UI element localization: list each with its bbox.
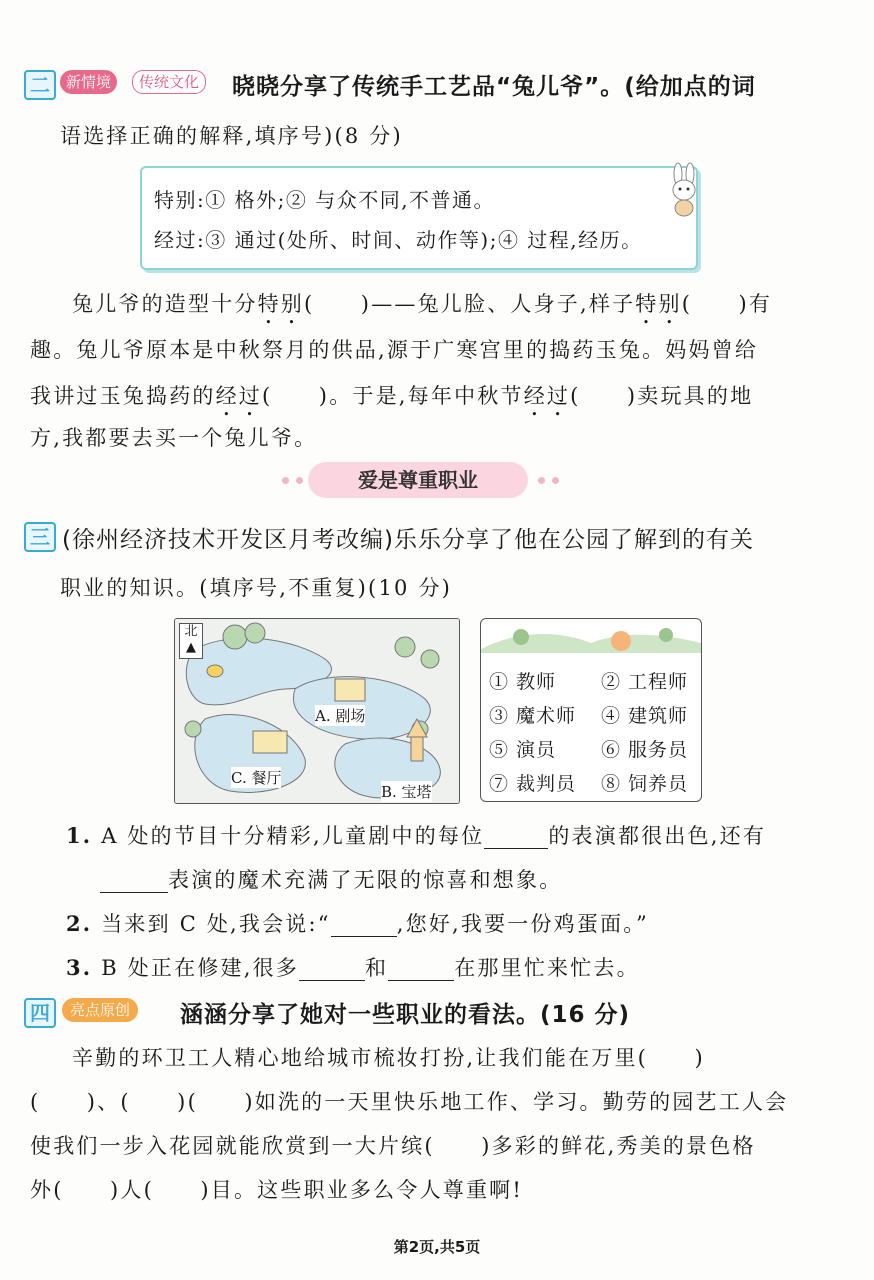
- north-indicator: [179, 623, 203, 659]
- item-text: 表演的魔术充满了无限的惊喜和想象。: [168, 868, 563, 892]
- rabbit-icon: [664, 162, 704, 218]
- answer-blank[interactable]: [484, 824, 548, 849]
- item-text: A 处的节目十分精彩,儿童剧中的每位: [101, 824, 485, 848]
- q4-passage-line-2: ( )、( )( )如洗的一天里快乐地工作、学习。勤劳的园艺工人会: [30, 1090, 789, 1114]
- q3-title-cont: 职业的知识。(填序号,不重复)(10 分): [60, 576, 453, 600]
- item-text: B 处正在修建,很多: [101, 956, 300, 980]
- item-text: 在那里忙来忙去。: [454, 956, 640, 980]
- q4-title: 涵涵分享了她对一些职业的看法。(16 分): [180, 1002, 631, 1028]
- definition-tebie: 特别:① 格外;② 与众不同,不普通。: [154, 188, 496, 212]
- item-text: 当来到 C 处,我会说:“: [101, 912, 331, 936]
- park-map: [174, 618, 460, 804]
- q3-item-3: [66, 952, 640, 982]
- job-option: ④ 建筑师: [601, 705, 689, 727]
- job-option: ③ 魔术师: [489, 705, 577, 727]
- q2-title: 晓晓分享了传统手工艺品“兔儿爷”。(给加点的词: [232, 74, 756, 100]
- north-label: 北: [184, 624, 198, 639]
- jobs-list: [480, 618, 702, 802]
- item-text: ,您好,我要一份鸡蛋面。”: [396, 912, 649, 936]
- job-option: ⑧ 饲养员: [601, 773, 689, 795]
- decoration-dot: [296, 477, 303, 484]
- item-number: 2.: [66, 911, 93, 936]
- q2-title-cont: 语选择正确的解释,填序号)(8 分): [60, 124, 403, 148]
- q4-passage-line-1: 辛勤的环卫工人精心地给城市梳妆打扮,让我们能在万里( ): [72, 1046, 705, 1070]
- q2-passage-line-4: 方,我都要去买一个兔儿爷。: [30, 426, 318, 450]
- job-option: ⑥ 服务员: [601, 739, 689, 761]
- question-number-3: 三: [24, 522, 56, 552]
- q2-passage-line-2: 趣。兔儿爷原本是中秋祭月的供品,源于广寒宫里的捣药玉兔。妈妈曾给: [30, 338, 759, 362]
- q2-passage-line-3: 我讲过玉兔捣药的经过( )。于是,每年中秋节经过( )卖玩具的地: [30, 384, 754, 408]
- answer-blank[interactable]: [299, 956, 365, 981]
- item-number: 3.: [66, 955, 93, 980]
- answer-blank[interactable]: [388, 956, 454, 981]
- q3-item-2: [66, 908, 649, 938]
- traditional-culture-tag: 传统文化: [132, 70, 206, 94]
- q3-title: (徐州经济技术开发区月考改编)乐乐分享了他在公园了解到的有关: [62, 527, 754, 553]
- answer-blank[interactable]: [331, 912, 397, 937]
- definition-box: [140, 166, 698, 270]
- landscape-decoration: [481, 619, 701, 653]
- q4-passage-line-3: 使我们一步入花园就能欣赏到一大片缤( )多彩的鲜花,秀美的景色格: [30, 1134, 756, 1158]
- item-number: 1.: [66, 823, 93, 848]
- decoration-dot: [538, 477, 545, 484]
- new-context-tag: 新情境: [60, 70, 117, 94]
- map-label-restaurant: C. 餐厅: [231, 769, 282, 787]
- decoration-dot: [552, 477, 559, 484]
- item-text: 的表演都很出色,还有: [548, 824, 767, 848]
- q3-item-1: [66, 820, 766, 850]
- item-text: 和: [365, 956, 389, 980]
- north-arrow-icon: ▲: [186, 640, 196, 655]
- section-banner: 爱是尊重职业: [308, 462, 528, 498]
- map-label-pagoda: B. 宝塔: [381, 783, 432, 801]
- original-highlight-tag: 亮点原创: [62, 998, 138, 1022]
- question-number-4: 四: [24, 998, 56, 1028]
- q4-passage-line-4: 外( )人( )目。这些职业多么令人尊重啊!: [30, 1178, 524, 1202]
- job-option: ⑤ 演员: [489, 739, 557, 761]
- q2-passage-line-1: 兔儿爷的造型十分特别( )——兔儿脸、人身子,样子特别( )有: [72, 292, 773, 316]
- q3-item-1-cont: [100, 864, 562, 894]
- job-option: ① 教师: [489, 671, 557, 693]
- definition-jingguo: 经过:③ 通过(处所、时间、动作等);④ 过程,经历。: [154, 228, 643, 252]
- job-option: ⑦ 裁判员: [489, 773, 577, 795]
- page-indicator: 第2页,共5页: [393, 1238, 481, 1256]
- map-label-theater: A. 剧场: [315, 707, 366, 725]
- job-option: ② 工程师: [601, 671, 689, 693]
- answer-blank[interactable]: [100, 868, 168, 893]
- decoration-dot: [282, 477, 289, 484]
- question-number-2: 二: [24, 70, 56, 100]
